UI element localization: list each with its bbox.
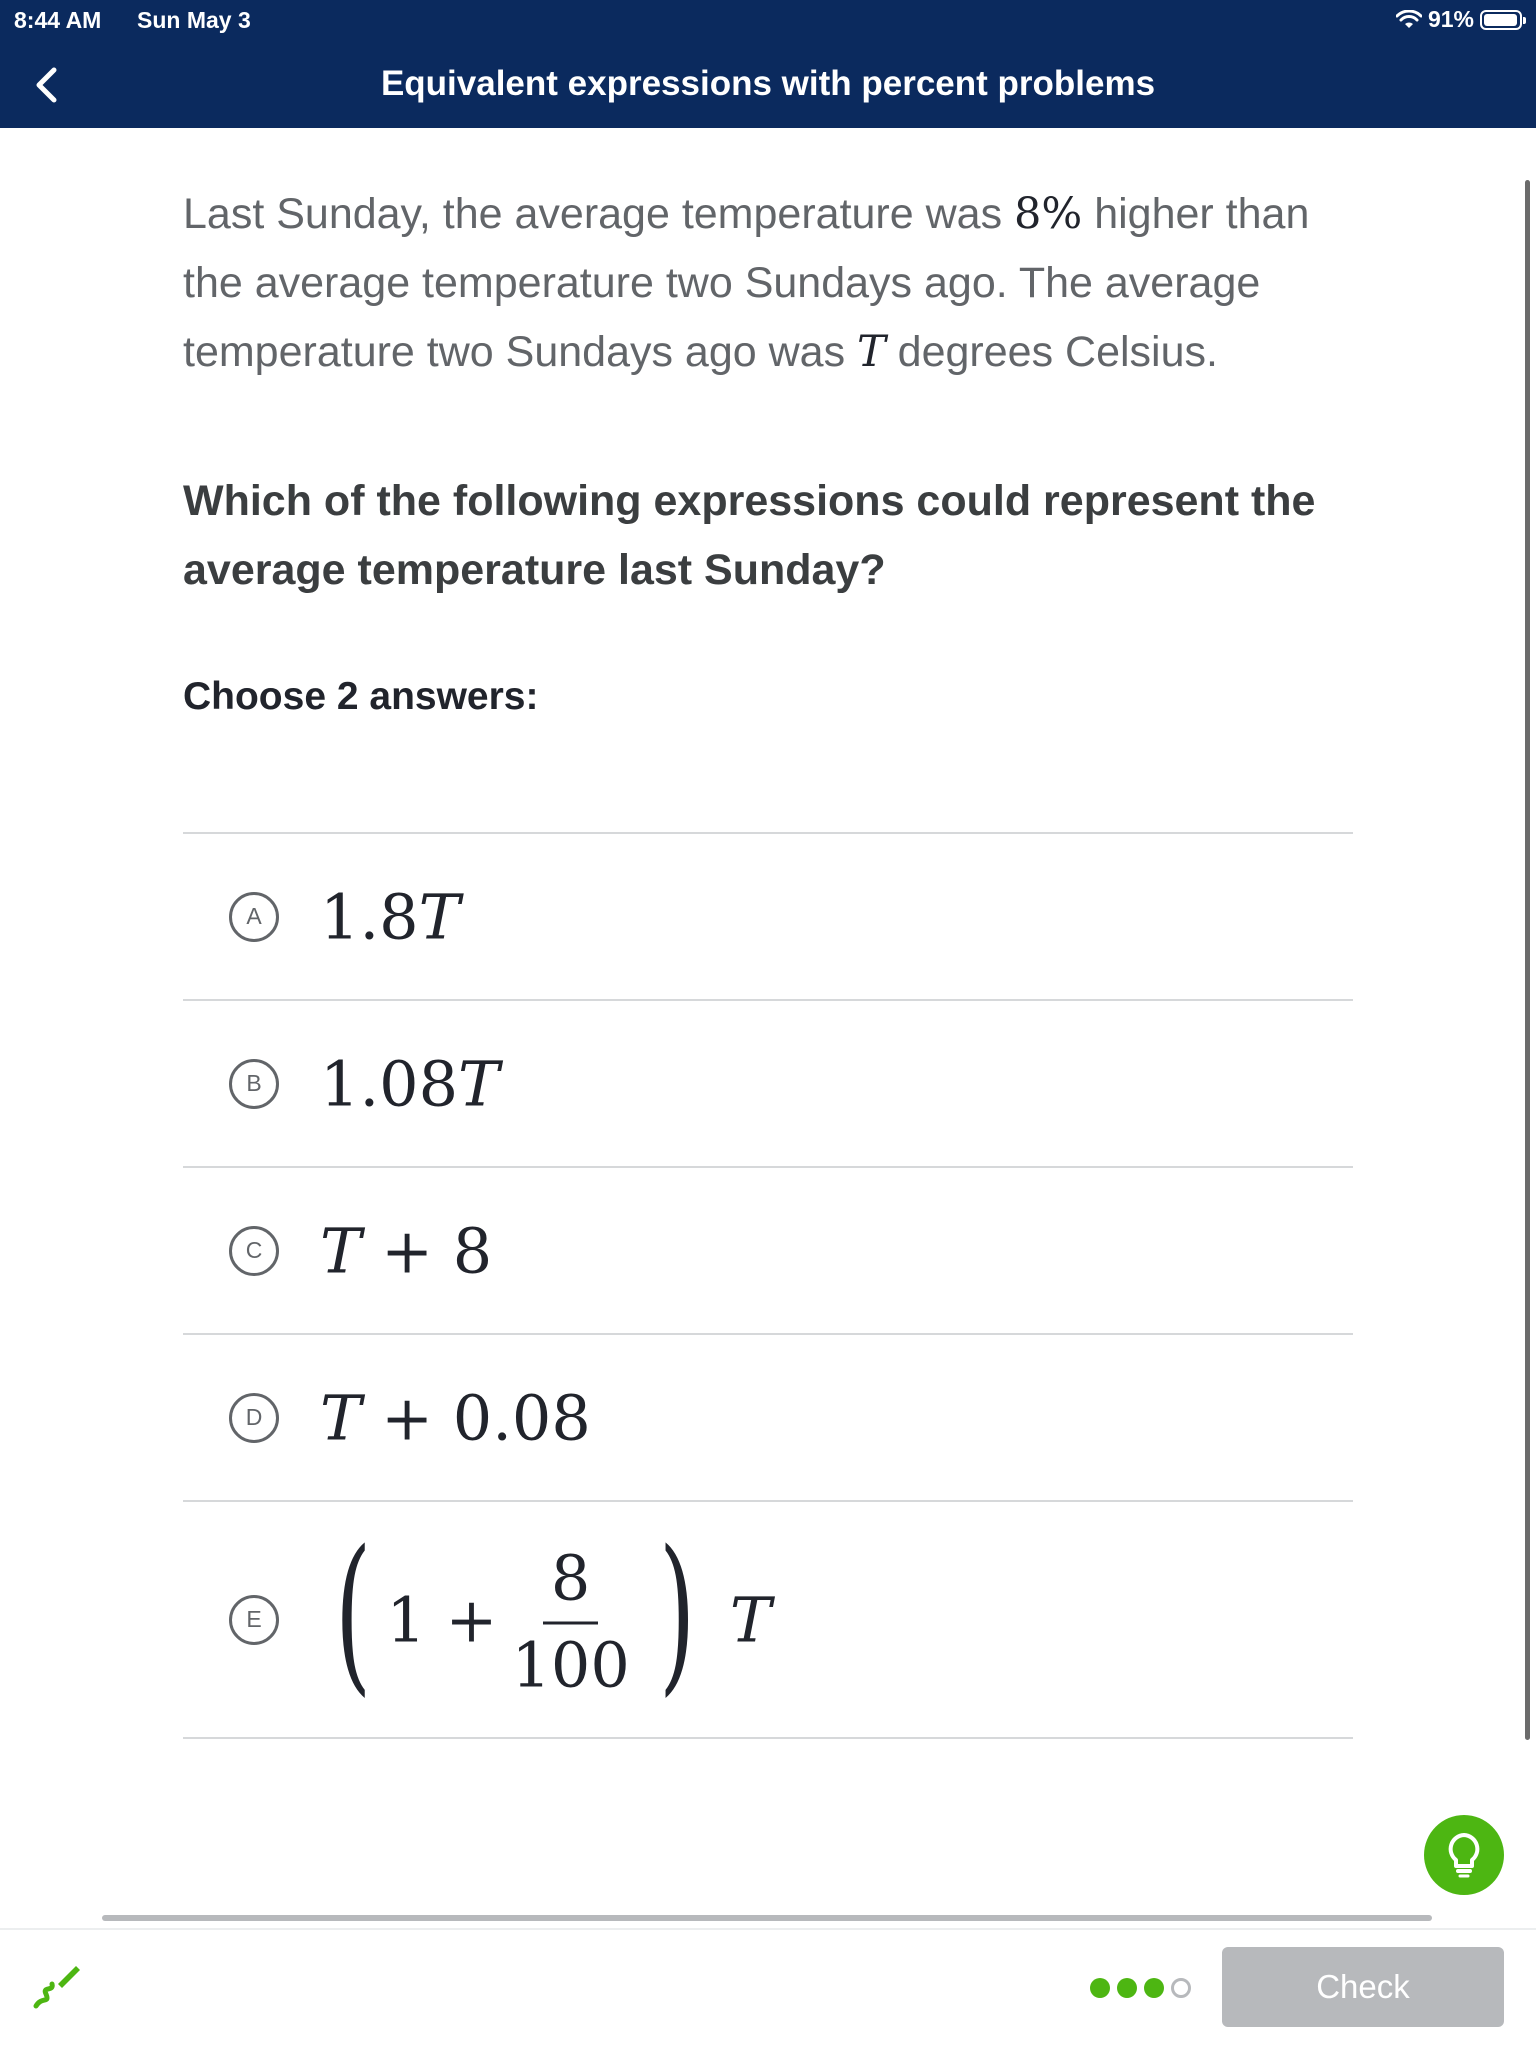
nav-bar (0, 42, 1536, 128)
operator: + (445, 1583, 498, 1656)
problem-text-1: Last Sunday, the average temperature was (183, 190, 1015, 238)
footer-divider (0, 1928, 1536, 1930)
scrollbar[interactable] (1525, 180, 1530, 1740)
variable: T (418, 880, 460, 953)
choice-d[interactable] (183, 1335, 1353, 1502)
check-button[interactable]: Check (1222, 1947, 1504, 2027)
operator: + (381, 1381, 434, 1454)
choice-a[interactable] (183, 834, 1353, 1001)
battery-icon (1480, 10, 1522, 30)
problem-content (183, 180, 1353, 719)
right-paren: ) (658, 1514, 696, 1713)
progress-dot-filled (1144, 1978, 1164, 1998)
left-paren: ( (334, 1514, 372, 1713)
constant: 8 (452, 1214, 493, 1287)
status-date: Sun May 3 (137, 7, 251, 33)
choice-b[interactable] (183, 1001, 1353, 1168)
choice-e[interactable] (183, 1502, 1353, 1739)
problem-text-3: degrees Celsius. (885, 328, 1218, 376)
choice-expression-b (320, 1047, 499, 1120)
choice-expression-c (320, 1214, 492, 1287)
scratchpad-button[interactable] (28, 1958, 84, 2014)
status-time: 8:44 AM (14, 7, 102, 33)
one: 1 (386, 1583, 426, 1656)
variable: T (458, 1047, 500, 1120)
wifi-icon (1396, 10, 1422, 30)
choice-letter-e: E (229, 1595, 279, 1645)
battery-percent: 91% (1427, 6, 1474, 32)
hint-button[interactable] (1424, 1815, 1504, 1895)
problem-statement (183, 180, 1353, 387)
percent-value: 8% (1014, 189, 1083, 239)
progress-dot-filled (1090, 1978, 1110, 1998)
operator: + (381, 1214, 434, 1287)
choice-letter-d: D (229, 1393, 279, 1443)
question-text: Which of the following expressions could represent the average temperature last Sunday? (183, 477, 1316, 594)
coefficient: 1.08 (320, 1047, 459, 1120)
answer-choices (183, 832, 1353, 1739)
progress-bar (102, 1915, 1432, 1921)
denominator: 100 (511, 1628, 630, 1701)
choice-expression-a (320, 880, 460, 953)
problem-text-2: higher than the average temperature two Sundays ago. The average temperature two Sundays ago was (183, 190, 1310, 376)
variable: T (320, 1381, 362, 1454)
scratchpad-pencil-icon (28, 1958, 84, 2014)
choice-c[interactable] (183, 1168, 1353, 1335)
constant: 0.08 (452, 1381, 591, 1454)
numerator: 8 (543, 1539, 598, 1624)
variable: T (320, 1214, 362, 1287)
page-title: Equivalent expressions with percent problems (380, 64, 1156, 103)
variable-t: T (857, 327, 886, 377)
choice-letter-b: B (229, 1059, 279, 1109)
choice-expression-d (320, 1381, 591, 1454)
progress-dot-empty (1171, 1978, 1191, 1998)
choice-expression-e (320, 1514, 772, 1713)
choice-letter-a: A (229, 892, 279, 942)
status-bar (0, 0, 1536, 42)
fraction (503, 1539, 637, 1700)
status-indicators (1396, 6, 1522, 33)
coefficient: 1.8 (320, 880, 419, 953)
instruction-text: Choose 2 answers: (183, 675, 539, 718)
progress-dot-filled (1117, 1978, 1137, 1998)
choice-letter-c: C (229, 1226, 279, 1276)
variable: T (729, 1583, 772, 1656)
lightbulb-icon (1442, 1831, 1486, 1879)
progress-dots (1090, 1978, 1191, 1998)
